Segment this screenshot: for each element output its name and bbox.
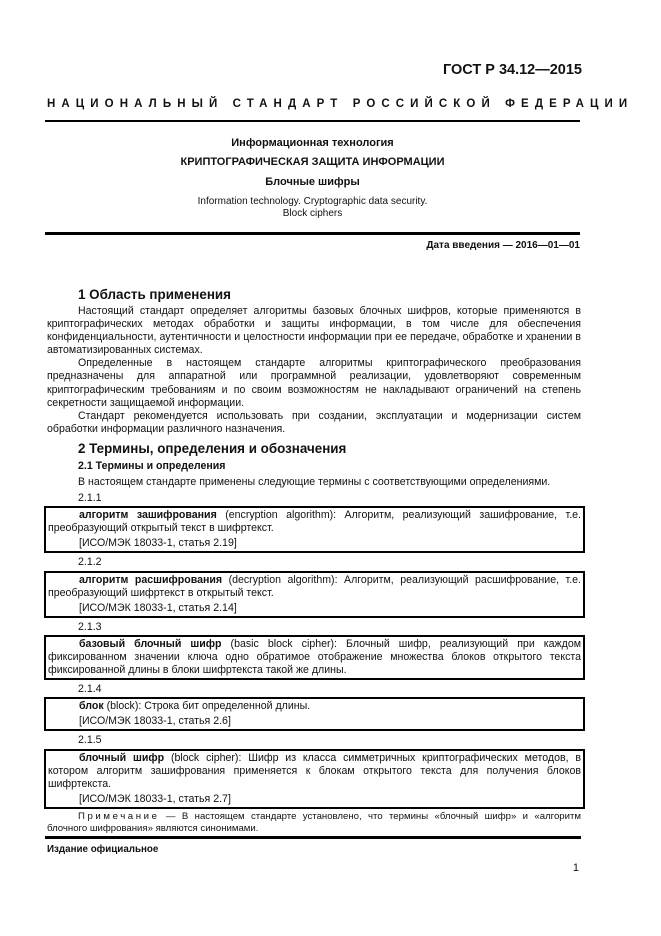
term-definition xyxy=(48,574,581,600)
national-standard-banner: НАЦИОНАЛЬНЫЙ СТАНДАРТ РОССИЙСКОЙ ФЕДЕРАЦИИ xyxy=(47,98,634,110)
term-number: 2.1.5 xyxy=(78,734,102,747)
term-definition xyxy=(48,700,581,713)
term-text: (decryption algorithm): Алгоритм, реализующий расшифрование, т.е. преобразующий шифртекст в открытый текст. xyxy=(48,573,582,599)
subsection-2-1-heading: 2.1 Термины и определения xyxy=(78,459,226,472)
title-line-3: Блочные шифры xyxy=(265,176,360,188)
term-number: 2.1.3 xyxy=(78,620,102,633)
title-line-1: Информационная технология xyxy=(231,137,394,149)
term-entry xyxy=(47,621,581,680)
term-reference: [ИСО/МЭК 18033-1, статья 2.19] xyxy=(79,537,237,550)
term-definition-box xyxy=(44,571,585,618)
term-reference: [ИСО/МЭК 18033-1, статья 2.14] xyxy=(79,601,237,614)
section-1-paragraph: Определенные в настоящем стандарте алгоритмы криптографического преобразования предназначены для аппаратной или программной реализации, удовлетворяют современным криптографическим требованиям и по своим возможностям не накладывают ограничений на степень секретности защищаемой информации. xyxy=(47,357,581,409)
english-title-line-2: Block ciphers xyxy=(282,208,343,219)
introduction-date: Дата введения — 2016—01—01 xyxy=(426,240,580,251)
term-entry xyxy=(47,683,581,731)
term-definition-box xyxy=(44,506,585,553)
term-definition-box xyxy=(44,749,585,809)
term-name: базовый блочный шифр xyxy=(79,637,222,650)
term-entry xyxy=(47,492,581,553)
section-1-heading: 1 Область применения xyxy=(78,287,231,302)
term-name: блок xyxy=(79,700,104,713)
term-definition xyxy=(48,638,581,677)
term-entry xyxy=(47,734,581,808)
term-text: (block): Строка бит определенной длины. xyxy=(103,700,311,713)
term-definition xyxy=(48,752,581,791)
title-line-2: КРИПТОГРАФИЧЕСКАЯ ЗАЩИТА ИНФОРМАЦИИ xyxy=(180,156,445,168)
official-edition-label: Издание официальное xyxy=(47,844,159,855)
term-definition xyxy=(48,509,581,535)
terms-intro: В настоящем стандарте применены следующие термины с соответствующими определениями. xyxy=(78,475,551,488)
term-name: алгоритм зашифрования xyxy=(79,509,217,522)
term-text: (block cipher): Шифр из класса симметричных криптографических методов, в котором алгоритм зашифрования применяется к блокам открытого текста для получения блоков шифртекста. xyxy=(48,751,581,790)
section-1-paragraph: Стандарт рекомендуется использовать при создании, эксплуатации и модернизации систем обработки информации различного назначения. xyxy=(47,409,581,435)
term-text: (basic block cipher): Блочный шифр, реализующий при каждом фиксированном значении ключа одно обратимое отображение множества блоков открытого текста фиксированной длины в блоки шифртекста такой же длины. xyxy=(48,637,582,677)
term-definition-box xyxy=(44,697,585,731)
page-number: 1 xyxy=(572,862,579,874)
term-name: блочный шифр xyxy=(79,751,165,764)
note xyxy=(47,811,581,835)
term-reference: [ИСО/МЭК 18033-1, статья 2.6] xyxy=(79,715,231,728)
term-entry xyxy=(47,556,581,617)
term-number: 2.1.2 xyxy=(78,556,102,569)
footer-rule xyxy=(45,836,581,839)
term-text: (encryption algorithm): Алгоритм, реализующий зашифрование, т.е. преобразующий открытый текст в шифртекст. xyxy=(48,509,581,535)
term-number: 2.1.4 xyxy=(78,683,102,696)
english-title-line-1: Information technology. Cryptographic data security. xyxy=(197,196,428,207)
term-number: 2.1.1 xyxy=(78,492,102,505)
title-rule xyxy=(45,232,580,235)
term-name: алгоритм расшифрования xyxy=(79,573,223,586)
note-text: — В настоящем стандарте установлено, что термины «блочный шифр» и «алгоритм блочного шифрования» являются синонимами. xyxy=(47,810,581,834)
document-code: ГОСТ Р 34.12—2015 xyxy=(442,62,582,78)
english-title xyxy=(45,196,580,220)
document-body xyxy=(47,286,581,835)
section-1-paragraph: Настоящий стандарт определяет алгоритмы базовых блочных шифров, которые применяются в криптографических методах обработки и защиты информации, в том числе для обеспечения конфиденциальности, аутентичности и целостности информации при ее передаче, обработке и хранении в автоматизированных системах. xyxy=(47,305,581,357)
section-2-heading: 2 Термины, определения и обозначения xyxy=(78,440,347,456)
header-rule xyxy=(45,120,580,122)
term-definition-box xyxy=(44,635,585,680)
note-label: Примечание xyxy=(78,810,160,822)
term-reference: [ИСО/МЭК 18033-1, статья 2.7] xyxy=(79,792,231,805)
